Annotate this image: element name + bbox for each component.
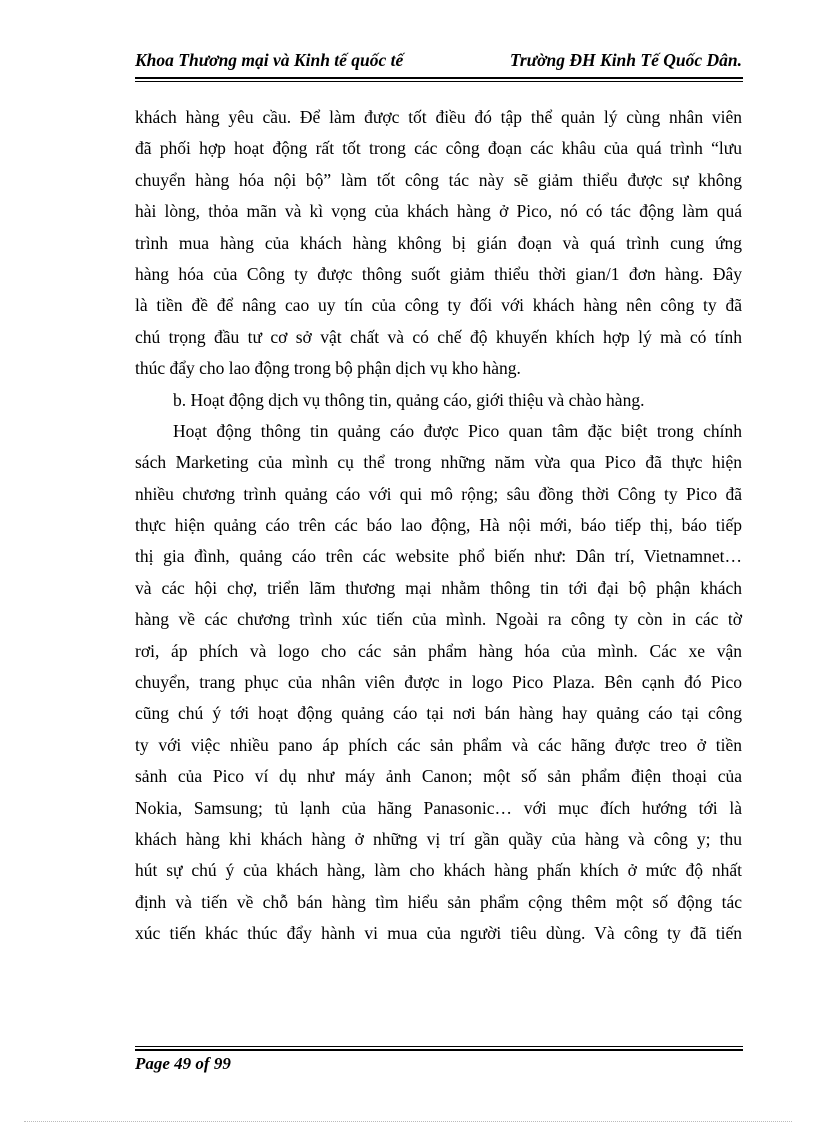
page-number: Page 49 of 99	[135, 1054, 231, 1073]
body-line: đã phối hợp hoạt động rất tốt trong các công đoạn các khâu của quá trình “lưu	[135, 138, 742, 159]
header-rule-thin	[135, 81, 743, 82]
body-line: khách hàng yêu cầu. Để làm được tốt điều đó tập thể quản lý cùng nhân viên	[135, 107, 742, 127]
header-faculty: Khoa Thương mại và Kinh tế quốc tế	[135, 50, 404, 70]
page-header	[135, 46, 742, 76]
body-line: Hoạt động thông tin quảng cáo được Pico quan tâm đặc biệt trong chính	[173, 420, 742, 441]
footer-rule-thick	[135, 1049, 743, 1051]
body-line: sảnh của Pico ví dụ như máy ảnh Canon; một số sản phẩm điện thoại của	[135, 766, 742, 787]
body-line: thực hiện quảng cáo trên các báo lao động, Hà nội mới, báo tiếp thị, báo tiếp	[135, 515, 742, 536]
body-text	[135, 102, 742, 950]
header-university: Trường ĐH Kinh Tế Quốc Dân.	[509, 50, 742, 70]
body-line: hàng về các chương trình xúc tiến của mình. Ngoài ra công ty còn in các tờ	[135, 609, 742, 630]
body-line: rơi, áp phích và logo cho các sản phẩm hàng hóa của mình. Các xe vận	[135, 640, 742, 661]
body-line: khách hàng khi khách hàng ở những vị trí gần quầy của hàng và công y; thu	[135, 828, 742, 849]
footer-rule-thin	[135, 1046, 743, 1047]
body-line: cũng chú ý tới hoạt động quảng cáo tại nơi bán hàng hay quảng cáo tại công	[135, 703, 742, 724]
body-line: sách Marketing của mình cụ thể trong những năm vừa qua Pico đã thực hiện	[135, 452, 742, 473]
body-line: ty với việc nhiều pano áp phích các sản phẩm và các hãng được treo ở tiền	[135, 734, 742, 755]
body-line: chuyển hàng hóa nội bộ” làm tốt công tác này sẽ giảm thiểu được sự không	[135, 169, 742, 190]
body-line: thúc đẩy cho lao động trong bộ phận dịch vụ kho hàng.	[135, 358, 521, 379]
section-heading: b. Hoạt động dịch vụ thông tin, quảng cáo, giới thiệu và chào hàng.	[173, 389, 645, 410]
body-line: nhiều chương trình quảng cáo với qui mô rộng; sâu đồng thời Công ty Pico đã	[135, 483, 742, 504]
body-line: hàng hóa của Công ty được thông suốt giảm thiểu thời gian/1 đơn hàng. Đây	[135, 263, 742, 284]
body-line: định và tiến về chỗ bán hàng tìm hiểu sản phẩm cộng thêm một số động tác	[135, 891, 742, 912]
body-line: thị gia đình, quảng cáo trên các website phổ biến như: Dân trí, Vietnamnet…	[135, 546, 742, 567]
body-line: trình mua hàng của khách hàng không bị gián đoạn và quá trình cung ứng	[135, 232, 742, 253]
body-line: chuyển, trang phục của nhân viên được in logo Pico Plaza. Bên cạnh đó Pico	[135, 672, 742, 693]
header-rule-thick	[135, 77, 743, 79]
body-line: hài lòng, thỏa mãn và kì vọng của khách hàng ở Pico, nó có tác động làm quá	[135, 201, 742, 222]
page-edge-divider	[24, 1121, 792, 1122]
body-line: và các hội chợ, triển lãm thương mại nhằm thông tin tới đại bộ phận khách	[135, 577, 742, 598]
body-line: Nokia, Samsung; tủ lạnh của hãng Panasonic… với mục đích hướng tới là	[135, 797, 742, 818]
body-line: xúc tiến khác thúc đẩy hành vi mua của người tiêu dùng. Và công ty đã tiến	[135, 923, 742, 944]
body-line: hút sự chú ý của khách hàng, làm cho khách hàng phấn khích ở mức độ nhất	[135, 860, 742, 881]
body-line: là tiền đề để nâng cao uy tín của công ty đối với khách hàng nên công ty đã	[135, 295, 742, 316]
body-line: chú trọng đầu tư cơ sở vật chất và có chế độ khuyến khích hợp lý mà có tính	[135, 326, 742, 347]
